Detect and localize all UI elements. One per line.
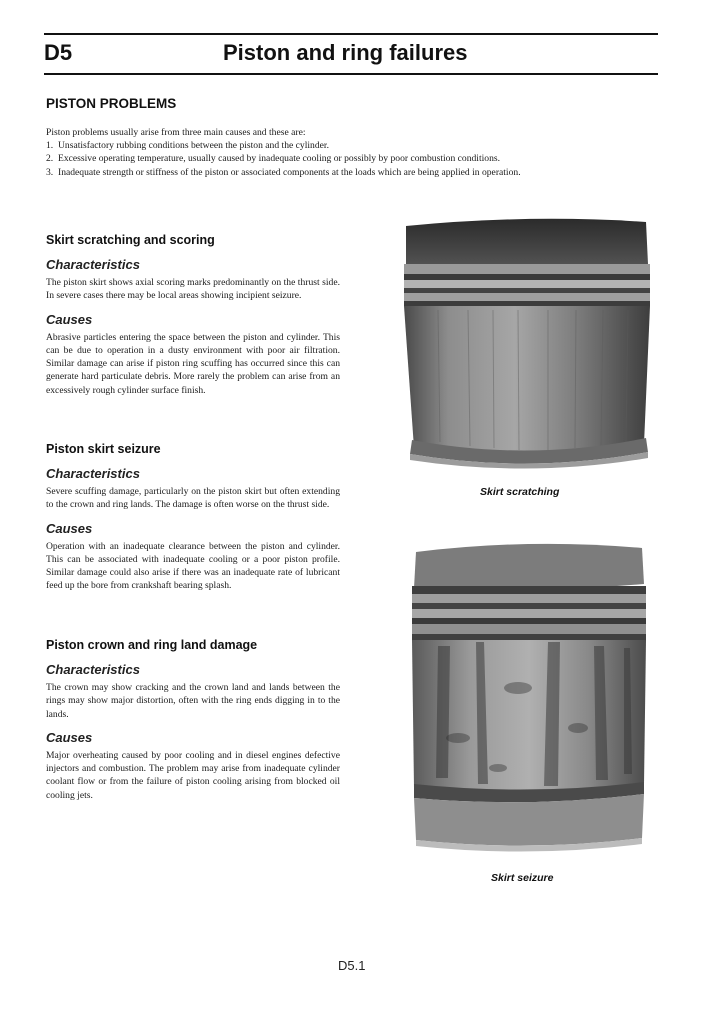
causes-list [46, 139, 666, 179]
section-skirt-seizure [46, 442, 340, 593]
section-skirt-scratching [46, 233, 340, 397]
section-crown-ring-land-damage [46, 638, 340, 802]
figure-caption: Skirt scratching [480, 486, 560, 498]
page-number: D5.1 [338, 958, 366, 973]
page-header [44, 33, 658, 75]
characteristics-heading: Characteristics [46, 257, 140, 272]
characteristics-heading: Characteristics [46, 662, 140, 677]
causes-text: Major overheating caused by poor cooling and in diesel engines defective injectors and combustion. The problem may arise from inadequate cylinder coolant flow or from the failure of piston cooling arising from blocked oil cooling jets. [46, 749, 340, 801]
list-item: 1. Unsatisfactory rubbing conditions between the piston and the cylinder. [46, 140, 329, 152]
intro-text [46, 126, 666, 179]
characteristics-text: The crown may show cracking and the crown land and lands between the rings may show major distortion, often with the ring ends digging in to the lands. [46, 682, 340, 720]
section-title: Skirt scratching and scoring [46, 233, 215, 247]
characteristics-text: Severe scuffing damage, particularly on the piston skirt but often extending to the crown and ring lands. The damage is often worse on the thrust side. [46, 486, 340, 511]
skirt-seizure-photo [398, 538, 660, 862]
section-title: Piston skirt seizure [46, 442, 161, 456]
causes-text: Abrasive particles entering the space between the piston and cylinder. This can be due to operation in a dusty environment with poor air filtration. Similar damage can arise if piston ring scuffing has occurred since this can generate hard particulate debris. More rarely the problem can arise from an excessively rough cylinder surface finish. [46, 331, 340, 396]
causes-heading: Causes [46, 311, 93, 327]
skirt-scratching-photo [398, 212, 660, 474]
figure-caption: Skirt seizure [491, 872, 554, 884]
section-title: Piston crown and ring land damage [46, 638, 258, 652]
list-item: 3. Inadequate strength or stiffness of the piston or associated components at the loads which are being applied in operation. [46, 166, 521, 178]
list-item: 2. Excessive operating temperature, usually caused by inadequate cooling or possibly by poor combustion conditions. [46, 153, 501, 165]
intro-lead: Piston problems usually arise from three main causes and these are: [46, 127, 306, 138]
causes-text: Operation with an inadequate clearance between the piston and cylinder. This can be associated with inadequate cooling or a poor piston profile. Similar damage could also arise if there was an inadequate rate of lubricant feed up the bore from crankshaft bearing splash. [46, 540, 340, 592]
page-title: Piston and ring failures [223, 40, 468, 65]
characteristics-text: The piston skirt shows axial scoring marks predominantly on the thrust side. In severe cases there may be local areas showing incipient seizure. [46, 277, 340, 302]
causes-heading: Causes [46, 729, 93, 745]
characteristics-heading: Characteristics [46, 466, 140, 481]
section-code: D5 [44, 40, 73, 65]
intro-heading: PISTON PROBLEMS [46, 96, 177, 111]
causes-heading: Causes [46, 520, 93, 536]
